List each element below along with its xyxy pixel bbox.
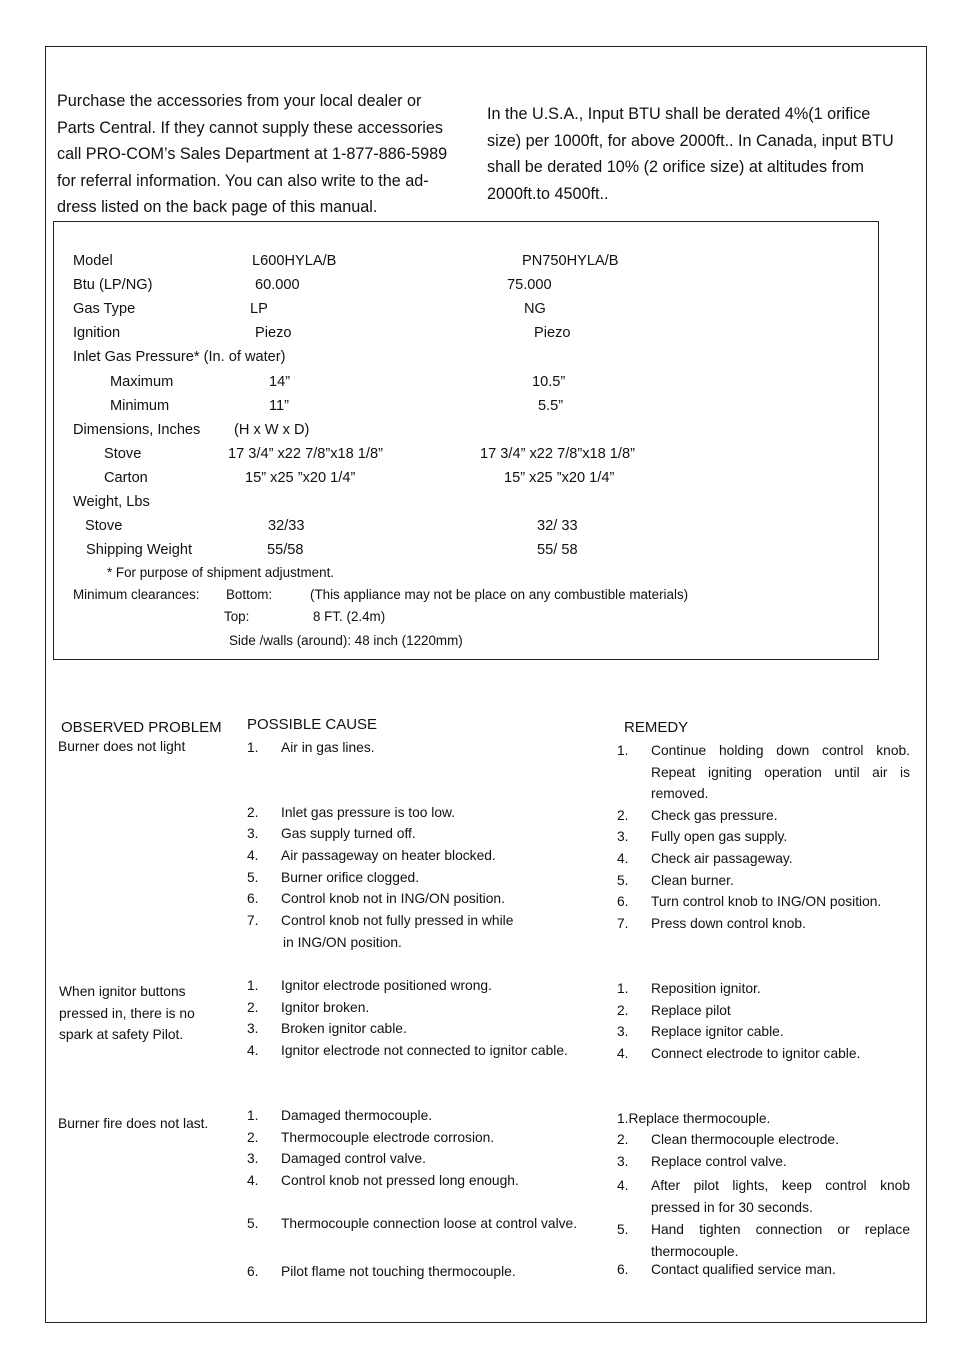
min-a: 11” xyxy=(269,398,290,414)
derate-line: In the U.S.A., Input BTU shall be derated 4%(1 orifice xyxy=(487,105,871,123)
cause-number: 2. xyxy=(247,1000,259,1015)
remedy-number: 3. xyxy=(617,1154,629,1169)
intro-line: call PRO-COM’s Sales Department at 1-877-886-5989 xyxy=(57,145,448,163)
cause-number: 5. xyxy=(247,1216,259,1231)
cause-text: Broken ignitor cable. xyxy=(281,1021,407,1036)
top-value: 8 FT. (2.4m) xyxy=(313,609,386,624)
remedy-number: 5. xyxy=(617,873,629,888)
carton-label: Carton xyxy=(104,470,148,486)
cause-text: Pilot flame not touching thermocouple. xyxy=(281,1264,516,1279)
dimensions-unit: (H x W x D) xyxy=(234,422,310,438)
clearances-label: Minimum clearances: xyxy=(73,587,200,602)
gas-type-b: NG xyxy=(524,301,546,317)
btu-a: 60.000 xyxy=(255,277,300,293)
remedy-text: Contact qualified service man. xyxy=(651,1262,836,1277)
cause-text: Thermocouple electrode corrosion. xyxy=(281,1130,495,1145)
remedy-number: 4. xyxy=(617,851,629,866)
remedy-number: 2. xyxy=(617,808,629,823)
header-remedy: REMEDY xyxy=(624,719,689,736)
remedy-text: Turn control knob to ING/ON position. xyxy=(651,894,882,909)
cause-number: 4. xyxy=(247,848,259,863)
remedy-number: 1. xyxy=(617,743,629,758)
remedy-number: 2. xyxy=(617,1003,629,1018)
model-b: PN750HYLA/B xyxy=(522,253,619,269)
derate-line: shall be derated 10% (2 orifice size) at altitudes from xyxy=(487,158,864,176)
stove-dim-b: 17 3/4” x22 7/8”x18 1/8” xyxy=(480,446,635,462)
remedy-text: Continue holding down control knob. Repeat igniting operation until air is removed. xyxy=(651,743,910,801)
remedy-number: 4. xyxy=(617,1046,629,1061)
shipping-weight-label: Shipping Weight xyxy=(86,542,193,558)
stove-weight-label: Stove xyxy=(85,518,123,534)
cause-number: 7. xyxy=(247,913,259,928)
carton-b: 15” x25 ”x20 1/4” xyxy=(504,470,615,486)
cause-number: 1. xyxy=(247,740,259,755)
min-label: Minimum xyxy=(110,398,170,414)
ignition-b: Piezo xyxy=(534,325,571,341)
intro-line: Purchase the accessories from your local dealer or xyxy=(57,92,422,110)
cause-number: 1. xyxy=(247,978,259,993)
top-label: Top: xyxy=(224,609,250,624)
intro-line: dress listed on the back page of this manual. xyxy=(57,198,378,216)
cause-number: 2. xyxy=(247,1130,259,1145)
cause-number: 3. xyxy=(247,1021,259,1036)
cause-text: Thermocouple connection loose at control valve. xyxy=(281,1216,578,1231)
remedy-text: Hand tighten connection or replace thermocouple. xyxy=(651,1222,910,1259)
intro-line: for referral information. You can also write to the ad- xyxy=(57,172,429,190)
derate-line: size) per 1000ft, for above 2000ft.. In Canada, input BTU xyxy=(487,132,894,150)
cause-number: 3. xyxy=(247,1151,259,1166)
remedy-text: Connect electrode to ignitor cable. xyxy=(651,1046,861,1061)
pressure-label: Inlet Gas Pressure* (In. of water) xyxy=(73,349,286,365)
remedy-number: 7. xyxy=(617,916,629,931)
btu-label: Btu (LP/NG) xyxy=(73,277,153,293)
weight-label: Weight, Lbs xyxy=(73,494,150,510)
bottom-label: Bottom: xyxy=(226,587,273,602)
cause-number: 6. xyxy=(247,891,259,906)
problem-burner-not-light: Burner does not light xyxy=(58,739,186,754)
footnote: * For purpose of shipment adjustment. xyxy=(107,565,335,580)
cause-text: Ignitor electrode positioned wrong. xyxy=(281,978,492,993)
stove-weight-b: 32/ 33 xyxy=(537,518,578,534)
side-clearance: Side /walls (around): 48 inch (1220mm) xyxy=(229,633,463,648)
remedy-number: 6. xyxy=(617,894,629,909)
bottom-note: (This appliance may not be place on any combustible materials) xyxy=(310,587,689,602)
problem-fire-not-last: Burner fire does not last. xyxy=(58,1116,209,1131)
gas-type-label: Gas Type xyxy=(73,301,136,317)
cause-text: Inlet gas pressure is too low. xyxy=(281,805,456,820)
cause-text: Gas supply turned off. xyxy=(281,826,416,841)
carton-a: 15” x25 ”x20 1/4” xyxy=(245,470,356,486)
ignition-a: Piezo xyxy=(255,325,292,341)
remedy-text: Replace control valve. xyxy=(651,1154,787,1169)
shipping-weight-a: 55/58 xyxy=(267,542,304,558)
remedy-number: 3. xyxy=(617,1024,629,1039)
cause-number: 4. xyxy=(247,1173,259,1188)
max-b: 10.5” xyxy=(532,374,566,390)
shipping-weight-b: 55/ 58 xyxy=(537,542,578,558)
model-a: L600HYLA/B xyxy=(252,253,337,269)
btu-b: 75.000 xyxy=(507,277,552,293)
cause-text: Damaged control valve. xyxy=(281,1151,426,1166)
stove-dim-label: Stove xyxy=(104,446,142,462)
remedy-text: Replace ignitor cable. xyxy=(651,1024,784,1039)
remedy-number: 6. xyxy=(617,1262,629,1277)
stove-weight-a: 32/33 xyxy=(268,518,305,534)
cause-text: Ignitor electrode not connected to ignitor cable. xyxy=(281,1043,568,1058)
remedy-text: Replace pilot xyxy=(651,1003,731,1018)
remedy-text: 1.Replace thermocouple. xyxy=(617,1111,771,1126)
min-b: 5.5” xyxy=(538,398,564,414)
remedy-text: After pilot lights, keep control knob pressed in for 30 seconds. xyxy=(651,1178,910,1215)
cause-text: Damaged thermocouple. xyxy=(281,1108,433,1123)
header-observed-problem: OBSERVED PROBLEM xyxy=(61,719,222,736)
gas-type-a: LP xyxy=(250,301,268,317)
remedy-number: 2. xyxy=(617,1132,629,1147)
model-label: Model xyxy=(73,253,113,269)
cause-text-continued: in ING/ON position. xyxy=(283,935,402,950)
intro-line: Parts Central. If they cannot supply these accessories xyxy=(57,119,443,137)
remedy-text: Fully open gas supply. xyxy=(651,829,788,844)
remedy-text: Reposition ignitor. xyxy=(651,981,761,996)
remedy-text: Check gas pressure. xyxy=(651,808,778,823)
dimensions-label: Dimensions, Inches xyxy=(73,422,201,438)
cause-text: Burner orifice clogged. xyxy=(281,870,420,885)
cause-text: Control knob not in ING/ON position. xyxy=(281,891,505,906)
remedy-number: 5. xyxy=(617,1222,629,1237)
cause-number: 5. xyxy=(247,870,259,885)
remedy-number: 4. xyxy=(617,1178,629,1193)
cause-number: 4. xyxy=(247,1043,259,1058)
cause-text: Control knob not pressed long enough. xyxy=(281,1173,519,1188)
cause-text: Air passageway on heater blocked. xyxy=(281,848,496,863)
problem-no-spark: spark at safety Pilot. xyxy=(59,1027,184,1042)
cause-number: 2. xyxy=(247,805,259,820)
cause-number: 6. xyxy=(247,1264,259,1279)
remedy-text: Press down control knob. xyxy=(651,916,806,931)
remedy-number: 3. xyxy=(617,829,629,844)
derate-line: 2000ft.to 4500ft.. xyxy=(487,185,609,203)
cause-number: 3. xyxy=(247,826,259,841)
cause-text: Ignitor broken. xyxy=(281,1000,370,1015)
remedy-number: 1. xyxy=(617,981,629,996)
cause-text: Control knob not fully pressed in while xyxy=(281,913,514,928)
cause-text: Air in gas lines. xyxy=(281,740,375,755)
max-a: 14” xyxy=(269,374,291,390)
remedy-text: Clean thermocouple electrode. xyxy=(651,1132,839,1147)
problem-no-spark: When ignitor buttons xyxy=(59,984,186,999)
problem-no-spark: pressed in, there is no xyxy=(59,1006,195,1021)
header-possible-cause: POSSIBLE CAUSE xyxy=(247,716,378,733)
max-label: Maximum xyxy=(110,374,174,390)
ignition-label: Ignition xyxy=(73,325,121,341)
remedy-text: Clean burner. xyxy=(651,873,734,888)
cause-number: 1. xyxy=(247,1108,259,1123)
stove-dim-a: 17 3/4” x22 7/8”x18 1/8” xyxy=(228,446,383,462)
remedy-text: Check air passageway. xyxy=(651,851,793,866)
